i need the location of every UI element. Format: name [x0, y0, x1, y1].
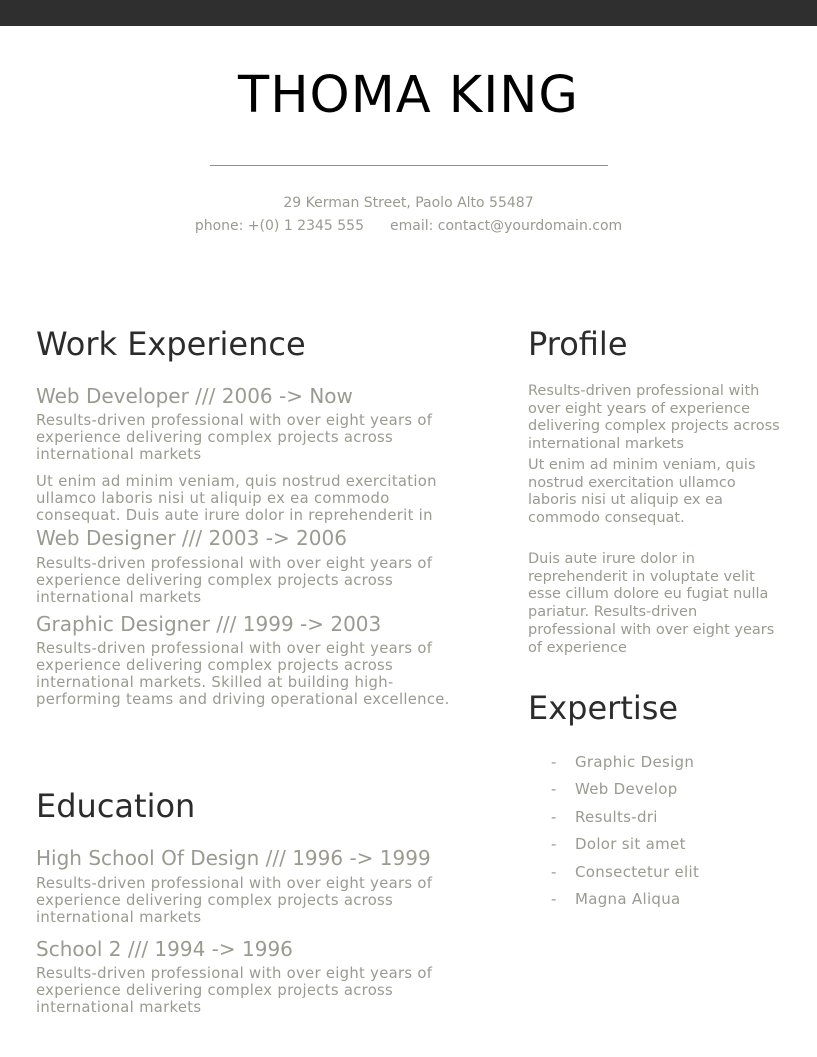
- expertise-item: - Web Develop: [551, 780, 678, 799]
- job-description-extra: Ut enim ad minim veniam, quis nostrud exercitation ullamco laboris nisi ut aliquip ex ea commodo consequat. Duis aute irure dolor in reprehenderit in: [36, 473, 437, 524]
- education-description: Results-driven professional with over eight years of experience delivering complex projects across international markets: [36, 875, 433, 926]
- job-description: Results-driven professional with over eight years of experience delivering complex projects across international markets: [36, 555, 433, 606]
- header-divider: [210, 165, 608, 166]
- email[interactable]: email: contact@yourdomain.com: [389, 218, 623, 234]
- expertise-item: - Dolor sit amet: [551, 835, 686, 854]
- expertise-heading: Expertise: [528, 689, 679, 727]
- education-heading: Education: [36, 787, 196, 825]
- address: 29 Kerman Street, Paolo Alto 55487: [283, 195, 534, 211]
- profile-text: Results-driven professional with over eight years of experience delivering complex projects across international markets: [528, 383, 780, 453]
- job-title: Web Designer /// 2003 -> 2006: [36, 526, 347, 550]
- job-title: Web Developer /// 2006 -> Now: [36, 384, 353, 408]
- candidate-name: THOMA KING: [238, 66, 579, 125]
- education-title: High School Of Design /// 1996 -> 1999: [36, 846, 431, 870]
- education-description: Results-driven professional with over eight years of experience delivering complex projects across international markets: [36, 965, 433, 1016]
- expertise-item: - Graphic Design: [551, 753, 695, 771]
- expertise-item: - Consectetur elit: [551, 862, 700, 881]
- job-title: Graphic Designer /// 1999 -> 2003: [36, 612, 382, 636]
- profile-heading: Profile: [528, 325, 628, 363]
- phone: phone: +(0) 1 2345 555: [194, 218, 364, 234]
- top-bar: [0, 0, 817, 26]
- job-description: Results-driven professional with over eight years of experience delivering complex projects across international markets. Skilled at building high-performing teams and driving operational excellence.: [36, 640, 450, 708]
- contact-line: [0, 216, 817, 236]
- profile-text: Duis aute irure dolor in reprehenderit in voluptate velit esse cillum dolore eu fugiat nulla pariatur. Results-driven professional with over eight years of experience: [528, 551, 775, 656]
- expertise-list: [551, 751, 699, 915]
- work-experience-heading: Work Experience: [36, 325, 306, 363]
- expertise-item: - Magna Aliqua: [551, 889, 681, 908]
- education-title: School 2 /// 1994 -> 1996: [36, 937, 293, 961]
- expertise-item: - Results-dri: [551, 807, 658, 826]
- job-description: Results-driven professional with over eight years of experience delivering complex projects across international markets: [36, 412, 433, 463]
- profile-text: Ut enim ad minim veniam, quis nostrud exercitation ullamco laboris nisi ut aliquip ex ea commodo consequat.: [528, 457, 756, 527]
